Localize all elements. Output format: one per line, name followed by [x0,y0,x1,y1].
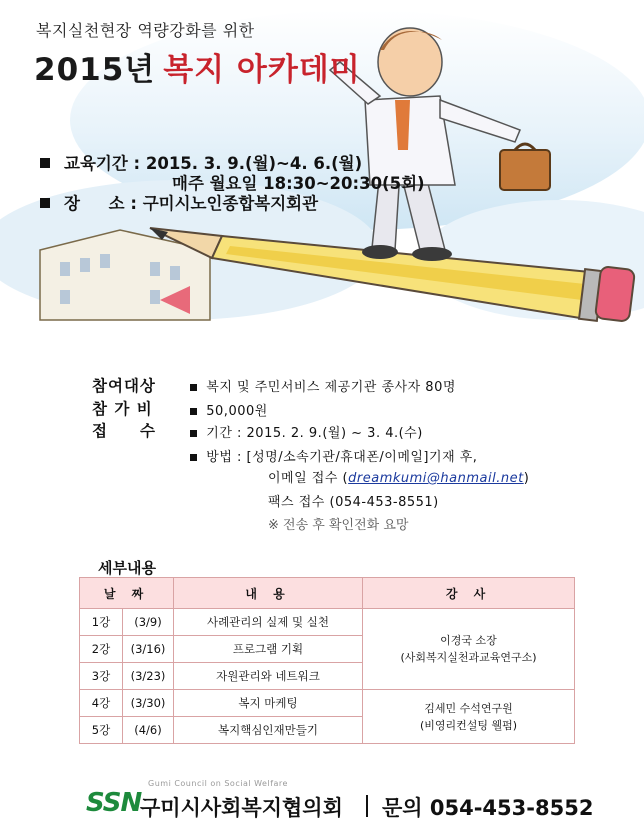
session-number: 2강 [80,636,123,663]
table-row [80,609,575,636]
session-content: 자원관리와 네트워크 [174,663,363,690]
lecturer-org: (사회복지실천과교육연구소) [400,651,537,664]
place-line [40,190,318,214]
session-date: (4/6) [123,717,174,744]
fax-row: 팩스 접수 (054-453-8551) [268,495,439,510]
header-lecturer: 강 사 [363,578,575,609]
target-value: 복지 및 주민서비스 제공기관 종사자 80명 [206,380,456,395]
bullet-icon [40,198,50,208]
session-date: (3/9) [123,609,174,636]
email-suffix: ) [523,471,530,486]
apply-period: 기간 : 2015. 2. 9.(월) ~ 3. 4.(수) [206,426,423,441]
footer-divider [366,795,368,817]
lecturer-cell-2 [363,690,575,744]
bullet-icon [190,430,197,437]
org-english-name: Gumi Council on Social Welfare [148,779,288,788]
session-content: 복지 마케팅 [174,690,363,717]
session-number: 1강 [80,609,123,636]
period-label: 교육기간 : [64,154,141,173]
header-date: 날 짜 [80,578,174,609]
session-date: (3/23) [123,663,174,690]
confirm-note: ※ 전송 후 확인전화 요망 [268,518,409,533]
detail-heading: 세부내용 [98,559,156,577]
apply-method: 방법 : [성명/소속기관/휴대폰/이메일]기재 후, [206,450,478,465]
apply-label: 접 수 [92,422,156,440]
lecturer-org: (비영리컨설팅 웰펌) [419,718,518,732]
bullet-icon [40,158,50,168]
session-date: (3/16) [123,636,174,663]
table-row [80,690,575,717]
email-prefix: 이메일 접수 ( [268,471,349,486]
session-content: 복지핵심인재만들기 [174,717,363,744]
place-label: 장 소 : [64,194,137,213]
title-year: 2015년 [34,52,156,88]
session-number: 3강 [80,663,123,690]
table-header-row [80,578,575,609]
fee-label: 참 가 비 [92,400,153,418]
period-detail: 매주 월요일 18:30~20:30(5회) [172,174,425,193]
title-name: 복지 아카데미 [163,52,361,88]
schedule-table [79,577,575,744]
ssn-logo: SSN [86,788,142,818]
page-title [34,44,361,89]
session-content: 프로그램 기획 [174,636,363,663]
lecturer-name: 이경국 소장 [440,634,497,647]
contact-phone: 문의 054-453-8552 [382,796,594,820]
session-number: 5강 [80,717,123,744]
lecturer-cell-1 [363,609,575,690]
target-label: 참여대상 [92,377,156,395]
org-name: 구미시사회복지협의회 [140,796,343,820]
target-row [190,376,456,395]
header-content: 내 용 [174,578,363,609]
fee-value: 50,000원 [206,404,268,419]
session-date: (3/30) [123,690,174,717]
place-value: 구미시노인종합복지회관 [142,194,319,213]
apply-method-row [190,446,477,465]
period-value: 2015. 3. 9.(월)~4. 6.(월) [145,154,363,173]
apply-period-row [190,422,423,441]
email-row [268,467,529,486]
subtitle: 복지실천현장 역량강화를 위한 [36,21,255,40]
bullet-icon [190,454,197,461]
session-number: 4강 [80,690,123,717]
bullet-icon [190,384,197,391]
lecturer-name: 김세민 수석연구원 [424,701,513,715]
fee-row [190,400,268,419]
email-link[interactable]: dreamkumi@hanmail.net [348,471,524,486]
session-content: 사례관리의 실제 및 실천 [174,609,363,636]
bullet-icon [190,408,197,415]
